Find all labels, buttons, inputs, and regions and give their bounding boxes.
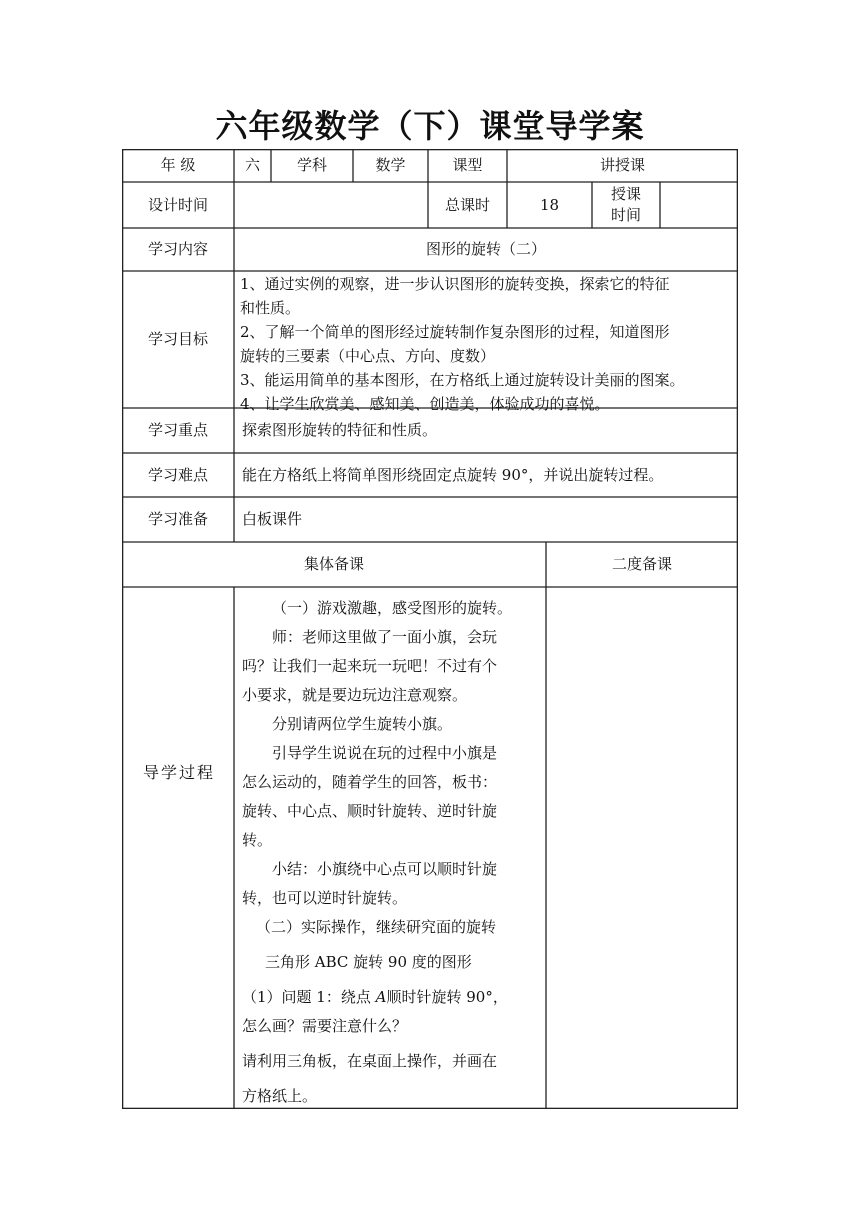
content-label: 学习内容	[147, 240, 208, 258]
process-paragraph: 旋转、中心点、顺时针旋转、逆时针旋	[242, 802, 498, 820]
process-label-char: 程	[196, 763, 213, 782]
objective-line: 2、了解一个简单的图形经过旋转制作复杂图形的过程，知道图形	[240, 323, 670, 341]
difficulty-label: 学习难点	[147, 465, 208, 484]
process-paragraph: 师：老师这里做了一面小旗，会玩	[272, 628, 498, 646]
objective-line: 旋转的三要素（中心点、方向、度数）	[240, 347, 496, 365]
teaching-time-label-line2: 时间	[610, 206, 641, 224]
focus-value: 探索图形旋转的特征和性质。	[242, 421, 438, 439]
subject-value: 数学	[375, 156, 406, 174]
teaching-time-label-line1: 授课	[610, 185, 641, 203]
process-paragraph: 引导学生说说在玩的过程中小旗是	[272, 744, 498, 762]
collective-prep-header: 集体备课	[303, 555, 364, 573]
process-paragraph	[242, 977, 548, 1012]
process-paragraph: （二）实际操作，继续研究面的旋转	[256, 918, 497, 936]
design-time-label: 设计时间	[147, 195, 208, 214]
grade-value: 六	[244, 156, 260, 174]
teaching-time-label	[592, 182, 660, 228]
document-title: 六年级数学（下）课堂导学案	[215, 107, 645, 145]
process-label-char: 导	[142, 763, 159, 782]
objectives-label: 学习目标	[147, 330, 208, 348]
subject-label: 学科	[296, 156, 327, 174]
process-paragraph: 转。	[242, 831, 273, 849]
grade-label: 年 级	[160, 156, 196, 174]
lesson-type-value: 讲授课	[599, 156, 645, 174]
preparation-label: 学习准备	[147, 510, 208, 528]
process-content	[242, 594, 548, 1111]
lesson-type-label: 课型	[452, 156, 483, 174]
process-paragraph: （一）游戏激趣，感受图形的旋转。	[272, 599, 513, 617]
objective-line: 1、通过实例的观察，进一步认识图形的旋转变换，探索它的特征	[240, 275, 670, 293]
process-label	[122, 587, 234, 959]
objectives-text	[240, 272, 736, 416]
total-hours-label: 总课时	[444, 195, 490, 214]
process-paragraph: 转，也可以逆时针旋转。	[242, 889, 408, 907]
teaching-time-value	[660, 182, 738, 228]
point-label: A	[375, 988, 387, 1006]
process-paragraph: 吗？让我们一起来玩一玩吧！不过有个	[242, 657, 498, 675]
process-paragraph: 小要求，就是要边玩边注意观察。	[242, 686, 468, 704]
question-suffix: 顺时针旋转 90°，	[386, 988, 508, 1006]
secondary-prep-header: 二度备课	[611, 555, 672, 573]
process-label-char: 学	[160, 763, 177, 782]
objective-line: 和性质。	[240, 299, 301, 317]
process-paragraph: 三角形 ABC 旋转 90 度的图形	[265, 953, 472, 971]
design-time-value	[234, 182, 428, 228]
question-prefix: （1）问题 1：绕点	[242, 988, 376, 1006]
objective-line: 4、让学生欣赏美、感知美、创造美，体验成功的喜悦。	[240, 395, 610, 413]
process-label-char: 过	[178, 763, 195, 782]
process-paragraph: 方格纸上。	[242, 1087, 318, 1105]
objective-line: 3、能运用简单的基本图形，在方格纸上通过旋转设计美丽的图案。	[240, 371, 685, 389]
focus-label: 学习重点	[147, 421, 208, 439]
lesson-plan-table	[122, 149, 738, 1109]
content-value: 图形的旋转（二）	[425, 240, 546, 258]
process-paragraph: 怎么画？需要注意什么？	[242, 1017, 408, 1035]
process-paragraph: 小结：小旗绕中心点可以顺时针旋	[272, 860, 498, 878]
process-paragraph: 请利用三角板，在桌面上操作，并画在	[242, 1052, 498, 1070]
difficulty-value: 能在方格纸上将简单图形绕固定点旋转 90°，并说出旋转过程。	[242, 465, 664, 484]
process-paragraph: 分别请两位学生旋转小旗。	[272, 715, 453, 733]
process-paragraph: 怎么运动的，随着学生的回答，板书：	[242, 773, 498, 791]
total-hours-value: 18	[539, 195, 560, 214]
secondary-prep-content	[546, 587, 738, 1109]
preparation-value: 白板课件	[242, 510, 303, 528]
